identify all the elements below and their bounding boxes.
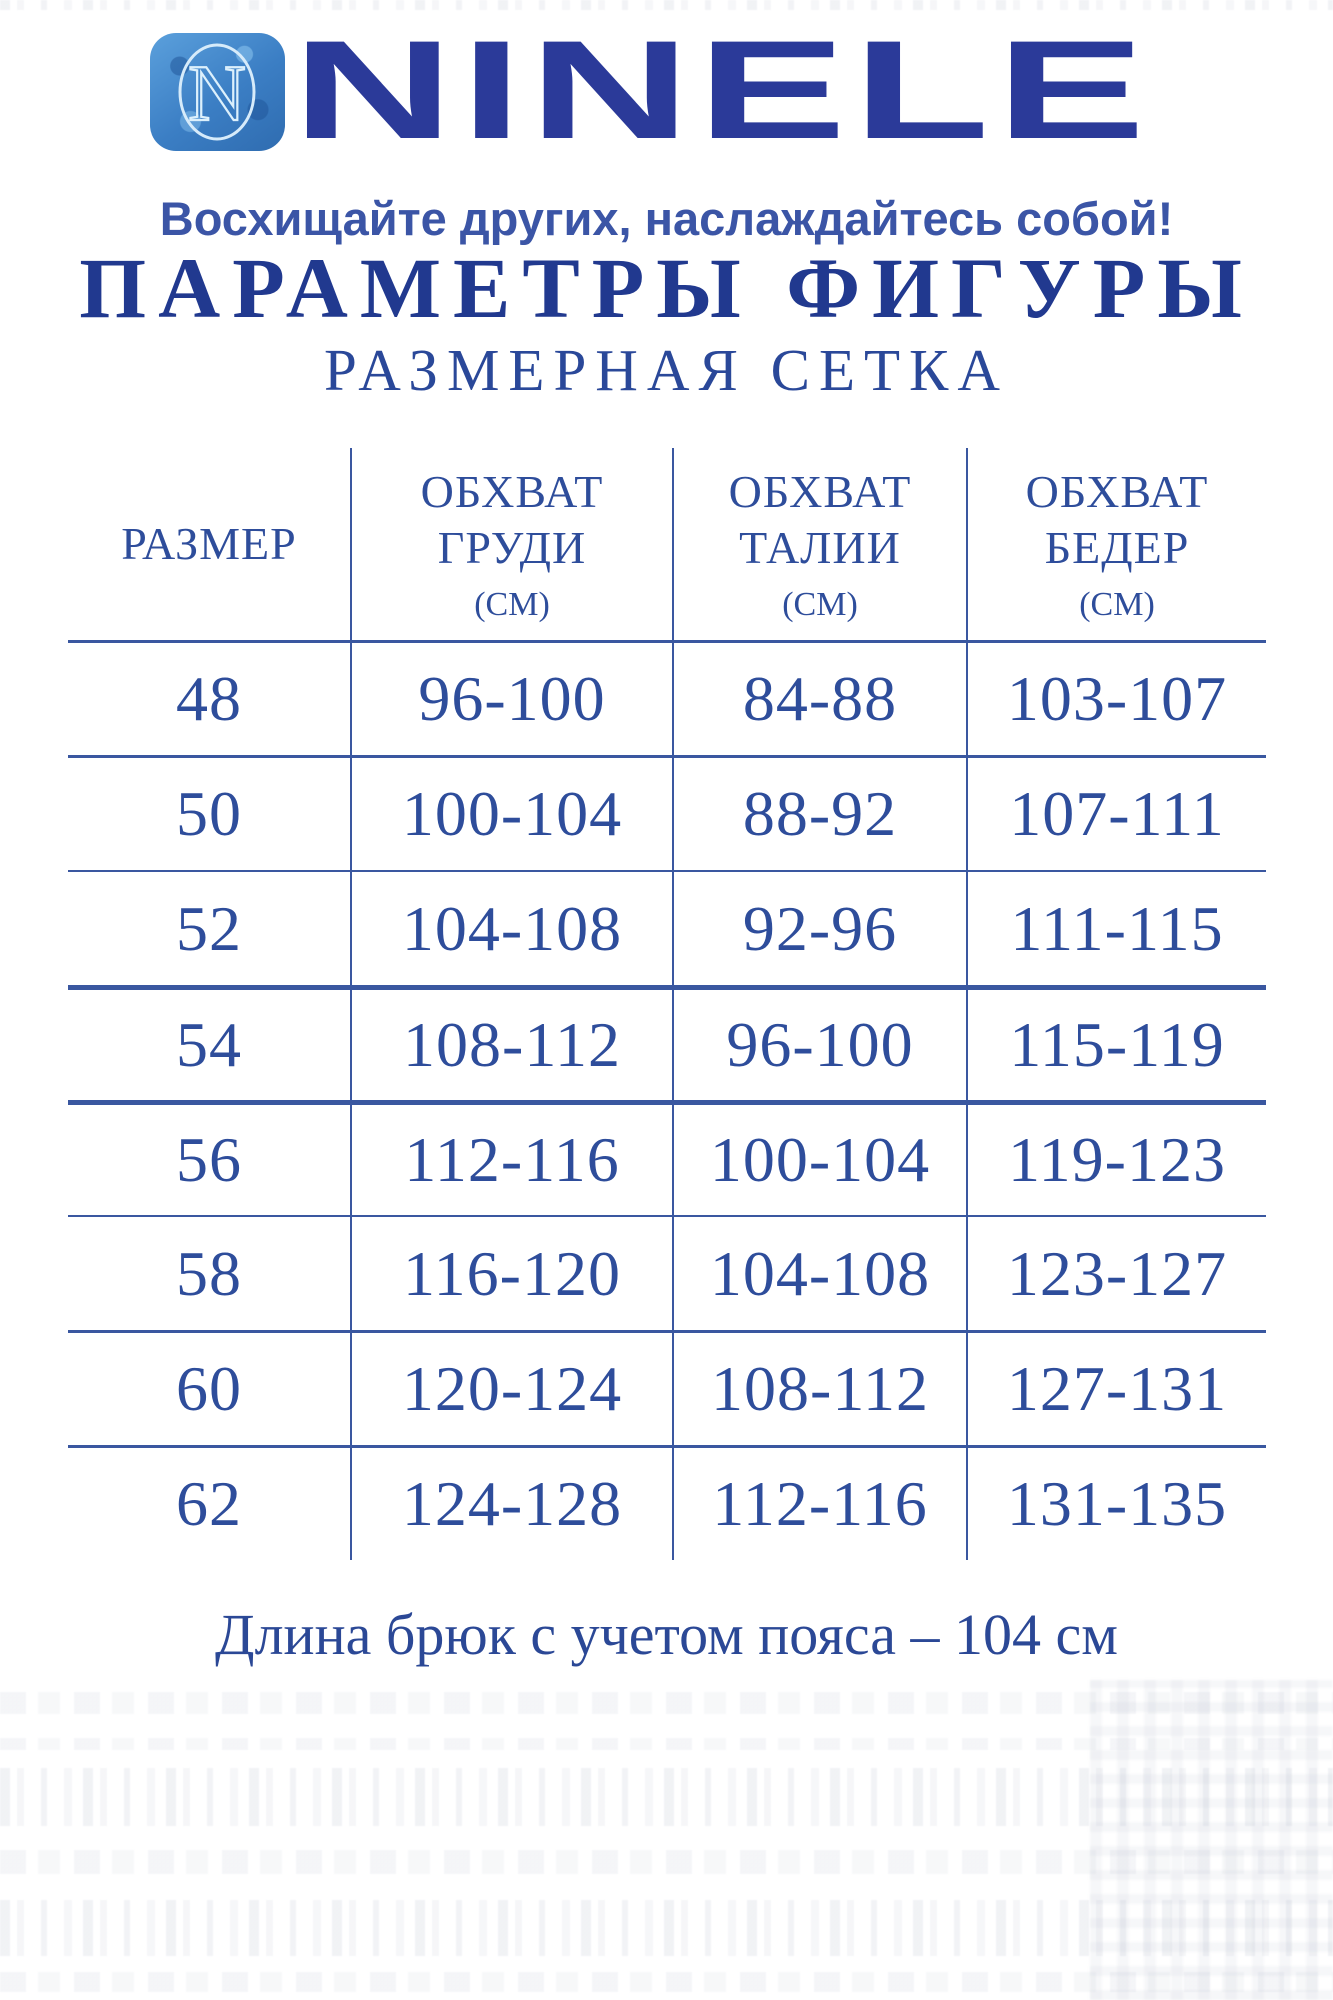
hips-cell: 127-131 <box>966 1333 1266 1445</box>
chest-cell: 116-120 <box>350 1217 672 1330</box>
hips-cell: 103-107 <box>966 643 1266 755</box>
waist-cell: 104-108 <box>672 1217 966 1330</box>
size-cell: 62 <box>176 1468 242 1539</box>
header-cell-chest <box>350 448 672 640</box>
waist-cell: 88-92 <box>672 758 966 870</box>
watermark-texture <box>1090 1680 1333 2000</box>
table-row <box>68 1445 1266 1560</box>
watermark-band <box>0 0 1333 10</box>
table-row <box>68 985 1266 1100</box>
waist-cell: 112-116 <box>672 1448 966 1560</box>
chest-cell: 96-100 <box>350 643 672 755</box>
table-row <box>68 870 1266 985</box>
chest-cell: 108-112 <box>350 990 672 1100</box>
chest-cell: 112-116 <box>350 1105 672 1215</box>
chest-cell: 100-104 <box>350 758 672 870</box>
page-title: ПАРАМЕТРЫ ФИГУРЫ <box>79 240 1254 336</box>
brand-wordmark: NINELE <box>292 11 1152 168</box>
table-row <box>68 640 1266 755</box>
hips-cell: 111-115 <box>966 872 1266 985</box>
hips-cell: 107-111 <box>966 758 1266 870</box>
table-row <box>68 1330 1266 1445</box>
n-emblem-icon <box>150 33 285 151</box>
hips-cell: 119-123 <box>966 1105 1266 1215</box>
column-label: ОБХВАТ ГРУДИ <box>420 466 604 573</box>
size-cell: 60 <box>176 1353 242 1424</box>
table-header-row <box>68 448 1266 640</box>
size-cell: 58 <box>176 1237 242 1309</box>
waist-cell: 100-104 <box>672 1105 966 1215</box>
svg-text:N: N <box>188 50 246 138</box>
size-cell: 50 <box>176 778 242 849</box>
header-cell-hips <box>966 448 1266 640</box>
chest-cell: 124-128 <box>350 1448 672 1560</box>
pants-length-note: Длина брюк с учетом пояса – 104 см <box>215 1602 1118 1667</box>
hips-cell: 115-119 <box>966 990 1266 1100</box>
page-subtitle: РАЗМЕРНАЯ СЕТКА <box>324 337 1009 403</box>
hips-cell: 131-135 <box>966 1448 1266 1560</box>
waist-cell: 108-112 <box>672 1333 966 1445</box>
table-row <box>68 755 1266 870</box>
column-label: ОБХВАТ БЕДЕР <box>1025 466 1209 573</box>
brand-logo-icon <box>150 33 285 151</box>
column-unit: (СМ) <box>1079 586 1155 623</box>
size-cell: 54 <box>176 1009 242 1080</box>
size-table <box>68 448 1266 1560</box>
brand-tagline: Восхищайте других, наслаждайтесь собой! <box>159 192 1174 245</box>
column-label: ОБХВАТ ТАЛИИ <box>728 466 912 573</box>
header-cell-waist <box>672 448 966 640</box>
column-unit: (СМ) <box>474 586 550 623</box>
chest-cell: 120-124 <box>350 1333 672 1445</box>
waist-cell: 96-100 <box>672 990 966 1100</box>
hips-cell: 123-127 <box>966 1217 1266 1330</box>
waist-cell: 92-96 <box>672 872 966 985</box>
header-cell-size <box>68 448 350 640</box>
column-label: РАЗМЕР <box>121 518 297 569</box>
chest-cell: 104-108 <box>350 872 672 985</box>
table-row <box>68 1100 1266 1215</box>
waist-cell: 84-88 <box>672 643 966 755</box>
size-cell: 56 <box>176 1124 242 1195</box>
column-unit: (СМ) <box>782 586 858 623</box>
size-cell: 52 <box>176 892 242 964</box>
size-cell: 48 <box>176 663 242 734</box>
table-row <box>68 1215 1266 1330</box>
